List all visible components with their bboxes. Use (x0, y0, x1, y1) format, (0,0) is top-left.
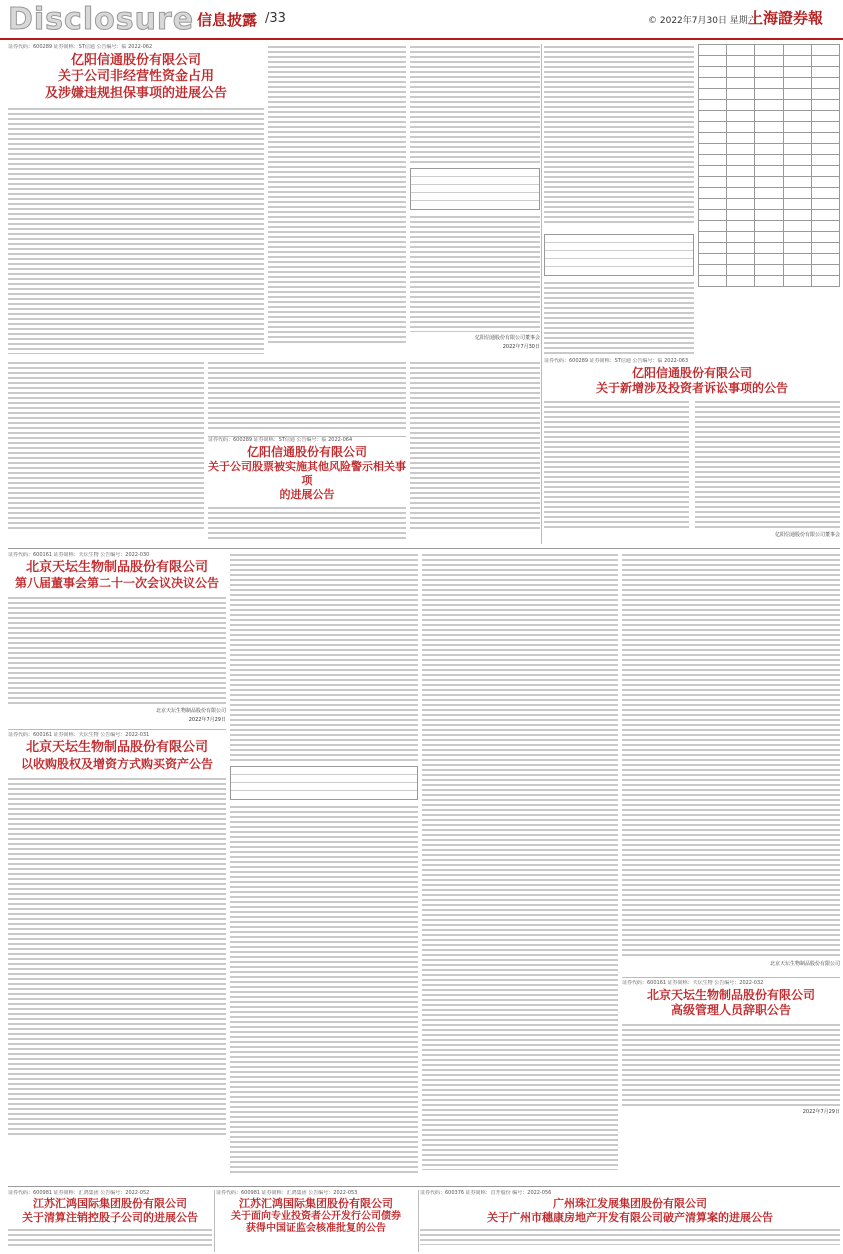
notice-codes: 证券代码：600289 证券简称：ST信通 公告编号：临 2022-063 (544, 358, 689, 364)
notice-body-text (622, 552, 840, 958)
notice-company: 亿阳信通股份有限公司 (246, 445, 367, 459)
data-table (410, 168, 540, 210)
notice-codes: 证券代码：600161 证券简称：天坛生物 公告编号：2022-032 (622, 980, 764, 986)
notice-body-text (410, 214, 540, 332)
notice-codes: 证券代码：600981 证券简称：汇鸿集团 公告编号：2022-052 (8, 1190, 150, 1196)
notice-company: 北京天坛生物制品股份有限公司 (25, 740, 208, 756)
notice-body-text (8, 106, 264, 354)
signature-date: 2022年7月30日 (502, 344, 540, 350)
masthead-word: Disclosure (8, 2, 195, 37)
page-header (0, 0, 843, 40)
notice-title-line: 关于清算注销控股子公司的进展公告 (22, 1210, 198, 1224)
notice-body-text (544, 399, 689, 529)
notice-yht-risk-warning (208, 436, 406, 542)
notice-body-text (208, 360, 406, 430)
notice-company: 江苏汇鸿国际集团股份有限公司 (33, 1197, 187, 1210)
notice-body-text (8, 776, 226, 1136)
notice-yht-risk-cont (410, 44, 540, 354)
notice-yht-table-region (544, 44, 840, 356)
notice-bj-resign (622, 977, 840, 1115)
notice-yht-body-left (8, 360, 204, 542)
notice-body-text (422, 552, 618, 1170)
notice-title-line: 获得中国证监会核准批复的公告 (246, 1223, 386, 1235)
notice-body-text (208, 505, 406, 542)
paper-name: 上海證券報 (748, 9, 824, 27)
section-title: 信息披露 (197, 11, 258, 29)
notice-title-line: 第八届董事会第二十一次会议决议公告 (14, 576, 219, 591)
notice-codes: 证券代码：600981 证券简称：汇鸿集团 公告编号：2022-053 (216, 1190, 358, 1196)
notice-title-line: 关于公司非经营性资金占用 (57, 69, 214, 85)
notice-gz-bankruptcy (420, 1190, 840, 1252)
notice-company: 广州珠江发展集团股份有限公司 (553, 1197, 707, 1210)
section-divider (8, 548, 840, 549)
notice-body-text (8, 360, 204, 530)
notice-body-text (410, 44, 540, 164)
notice-title-line: 关于公司股票被实施其他风险警示相关事项 (208, 460, 406, 487)
notice-company: 亿阳信通股份有限公司 (631, 366, 752, 380)
column-rule (214, 1190, 215, 1252)
notice-js-bond (216, 1190, 416, 1252)
notice-yht-occupation (8, 44, 264, 354)
notice-company: 江苏汇鸿国际集团股份有限公司 (239, 1197, 393, 1210)
signature-date: 2022年7月29日 (802, 1109, 840, 1115)
signature: 北京天坛生物制品股份有限公司 (769, 961, 840, 967)
notice-body-text (622, 1022, 840, 1106)
data-table (544, 234, 694, 276)
notice-yht-body-mid (208, 360, 406, 432)
page-number: /33 (265, 11, 286, 26)
notice-codes: 证券代码：600161 证券简称：天坛生物 公告编号：2022-031 (8, 732, 150, 739)
notice-title-line: 高级管理人员辞职公告 (670, 1003, 791, 1017)
signature: 亿阳信通股份有限公司董事会 (774, 532, 840, 538)
signature-date: 2022年7月29日 (188, 717, 226, 724)
notice-title-line: 关于面向专业投资者公开发行公司债券 (231, 1210, 401, 1222)
notice-title-line: 关于新增涉及投资者诉讼事项的公告 (595, 381, 788, 395)
notice-company: 北京天坛生物制品股份有限公司 (646, 988, 815, 1002)
column-rule (418, 1190, 419, 1252)
column-rule (541, 44, 542, 544)
notice-body-text (8, 595, 226, 705)
section-divider (8, 1186, 840, 1187)
notice-company: 亿阳信通股份有限公司 (70, 53, 201, 68)
litigation-table (698, 44, 840, 287)
signature: 亿阳信通股份有限公司董事会 (474, 335, 540, 341)
notice-title-line: 及涉嫌违规担保事项的进展公告 (44, 85, 227, 101)
notice-title-line: 的进展公告 (279, 487, 335, 501)
notice-bj-body-col4 (622, 552, 840, 1180)
notice-yht-litigation (410, 358, 840, 542)
signature: 北京天坛生物制品股份有限公司 (155, 708, 226, 715)
notice-body-text (420, 1227, 840, 1245)
notice-js-liquidation (8, 1190, 212, 1252)
notice-bj-body-col2 (230, 552, 418, 1180)
issue-date: © 2022年7月30日 星期六 (648, 16, 757, 26)
notice-yht-occupation-cont (268, 44, 406, 354)
notice-codes: 证券代码：600161 证券简称：天坛生物 公告编号：2022-030 (8, 552, 150, 558)
notice-title-line: 以收购股权及增资方式购买资产公告 (20, 756, 213, 771)
notice-body-text (544, 280, 694, 356)
notice-bj-body-col3 (422, 552, 618, 1180)
notice-bj-acquisition (8, 729, 226, 1135)
notice-body-text (230, 552, 418, 762)
notice-company: 北京天坛生物制品股份有限公司 (25, 560, 208, 575)
notice-body-text (544, 44, 694, 224)
notice-title-line: 关于广州市穗康房地产开发有限公司破产清算案的进展公告 (487, 1210, 773, 1224)
notice-codes: 证券代码：600289 证券简称：ST信通 公告编号：临 2022-064 (208, 437, 353, 443)
notice-body-text (8, 1227, 212, 1247)
notice-codes: 证券代码：600376 证券简称：首开股份 编号：2022-056 (420, 1190, 552, 1196)
notice-body-text (268, 44, 406, 344)
notice-body-text (695, 399, 840, 529)
notice-body-text (230, 804, 418, 1174)
data-table (230, 766, 418, 800)
notice-codes: 证券代码：600289 证券简称：ST信通 公告编号：临 2022-062 (8, 44, 153, 50)
notice-bj-board (8, 552, 226, 1180)
